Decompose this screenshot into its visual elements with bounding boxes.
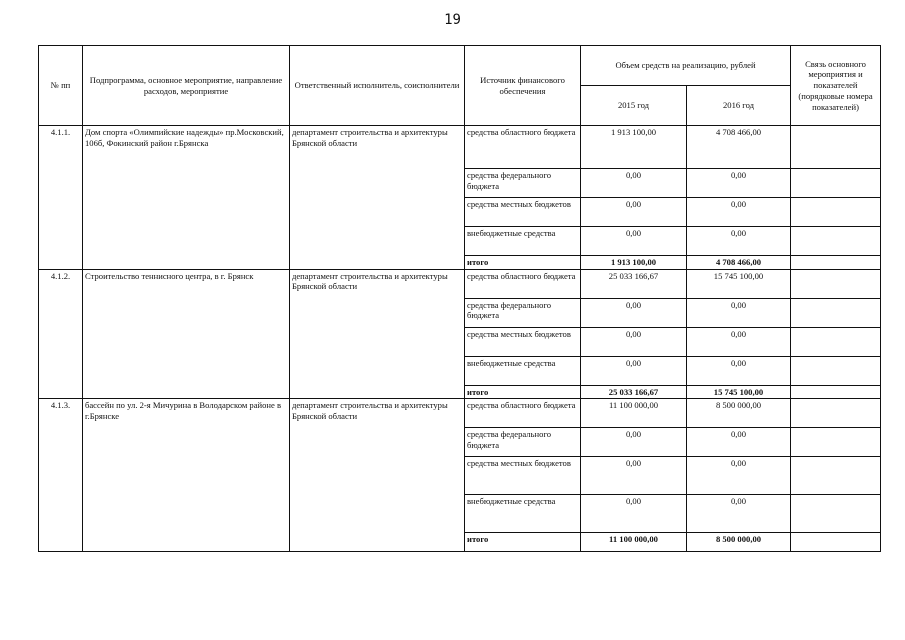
item-executor: департамент строительства и архитектуры Брянской области <box>290 126 465 270</box>
indicator-link-cell <box>791 126 881 169</box>
item-number: 4.1.2. <box>39 269 83 399</box>
funding-source: средства федерального бюджета <box>465 298 581 327</box>
funding-source: итого <box>465 385 581 399</box>
amount-2016: 15 745 100,00 <box>687 269 791 298</box>
amount-2015: 11 100 000,00 <box>581 533 687 552</box>
amount-2016: 0,00 <box>687 227 791 256</box>
header-num: № пп <box>39 46 83 126</box>
funding-source: средства федерального бюджета <box>465 169 581 198</box>
amount-2015: 0,00 <box>581 198 687 227</box>
table-row <box>39 269 881 298</box>
indicator-link-cell <box>791 533 881 552</box>
amount-2015: 0,00 <box>581 298 687 327</box>
amount-2016: 0,00 <box>687 198 791 227</box>
amount-2016: 0,00 <box>687 495 791 533</box>
funding-source: внебюджетные средства <box>465 227 581 256</box>
indicator-link-cell <box>791 495 881 533</box>
funding-source: итого <box>465 256 581 270</box>
indicator-link-cell <box>791 269 881 298</box>
funding-source: итого <box>465 533 581 552</box>
item-executor: департамент строительства и архитектуры Брянской области <box>290 269 465 399</box>
indicator-link-cell <box>791 256 881 270</box>
header-source: Источник финансового обеспечения <box>465 46 581 126</box>
amount-2015: 0,00 <box>581 169 687 198</box>
funding-source: средства областного бюджета <box>465 126 581 169</box>
amount-2015: 1 913 100,00 <box>581 126 687 169</box>
item-executor: департамент строительства и архитектуры Брянской области <box>290 399 465 552</box>
table-row <box>39 399 881 428</box>
amount-2015: 0,00 <box>581 327 687 356</box>
amount-2016: 0,00 <box>687 327 791 356</box>
indicator-link-cell <box>791 385 881 399</box>
amount-2015: 0,00 <box>581 356 687 385</box>
amount-2016: 0,00 <box>687 298 791 327</box>
amount-2016: 0,00 <box>687 169 791 198</box>
funding-source: средства федерального бюджета <box>465 428 581 457</box>
table-body <box>39 126 881 552</box>
funding-source: внебюджетные средства <box>465 356 581 385</box>
amount-2016: 4 708 466,00 <box>687 256 791 270</box>
funding-source: внебюджетные средства <box>465 495 581 533</box>
item-name: Строительство теннисного центра, в г. Брянск <box>83 269 290 399</box>
amount-2015: 0,00 <box>581 428 687 457</box>
indicator-link-cell <box>791 169 881 198</box>
amount-2015: 25 033 166,67 <box>581 269 687 298</box>
amount-2016: 0,00 <box>687 428 791 457</box>
item-name: бассейн по ул. 2-я Мичурина в Володарском районе в г.Брянске <box>83 399 290 552</box>
funding-source: средства местных бюджетов <box>465 457 581 495</box>
page-number: 19 <box>444 12 461 28</box>
amount-2016: 8 500 000,00 <box>687 533 791 552</box>
item-number: 4.1.1. <box>39 126 83 270</box>
amount-2016: 8 500 000,00 <box>687 399 791 428</box>
item-number: 4.1.3. <box>39 399 83 552</box>
indicator-link-cell <box>791 356 881 385</box>
indicator-link-cell <box>791 327 881 356</box>
funding-source: средства местных бюджетов <box>465 327 581 356</box>
item-name: Дом спорта «Олимпийские надежды» пр.Московский, 106б, Фокинский район г.Брянска <box>83 126 290 270</box>
amount-2015: 0,00 <box>581 457 687 495</box>
funding-source: средства областного бюджета <box>465 399 581 428</box>
amount-2016: 0,00 <box>687 457 791 495</box>
header-year-2016: 2016 год <box>687 86 791 126</box>
amount-2016: 4 708 466,00 <box>687 126 791 169</box>
header-subprogram: Подпрограмма, основное мероприятие, направление расходов, мероприятие <box>83 46 290 126</box>
indicator-link-cell <box>791 399 881 428</box>
indicator-link-cell <box>791 227 881 256</box>
amount-2015: 0,00 <box>581 227 687 256</box>
amount-2015: 11 100 000,00 <box>581 399 687 428</box>
budget-table <box>38 45 881 552</box>
amount-2016: 15 745 100,00 <box>687 385 791 399</box>
header-year-2015: 2015 год <box>581 86 687 126</box>
funding-source: средства областного бюджета <box>465 269 581 298</box>
table-row <box>39 126 881 169</box>
funding-source: средства местных бюджетов <box>465 198 581 227</box>
indicator-link-cell <box>791 298 881 327</box>
indicator-link-cell <box>791 428 881 457</box>
indicator-link-cell <box>791 457 881 495</box>
indicator-link-cell <box>791 198 881 227</box>
amount-2016: 0,00 <box>687 356 791 385</box>
amount-2015: 1 913 100,00 <box>581 256 687 270</box>
header-link: Связь основного мероприятия и показателей (порядковые номера показателей) <box>791 46 881 126</box>
header-volume: Объем средств на реализацию, рублей <box>581 46 791 86</box>
amount-2015: 0,00 <box>581 495 687 533</box>
amount-2015: 25 033 166,67 <box>581 385 687 399</box>
header-executor: Ответственный исполнитель, соисполнители <box>290 46 465 126</box>
